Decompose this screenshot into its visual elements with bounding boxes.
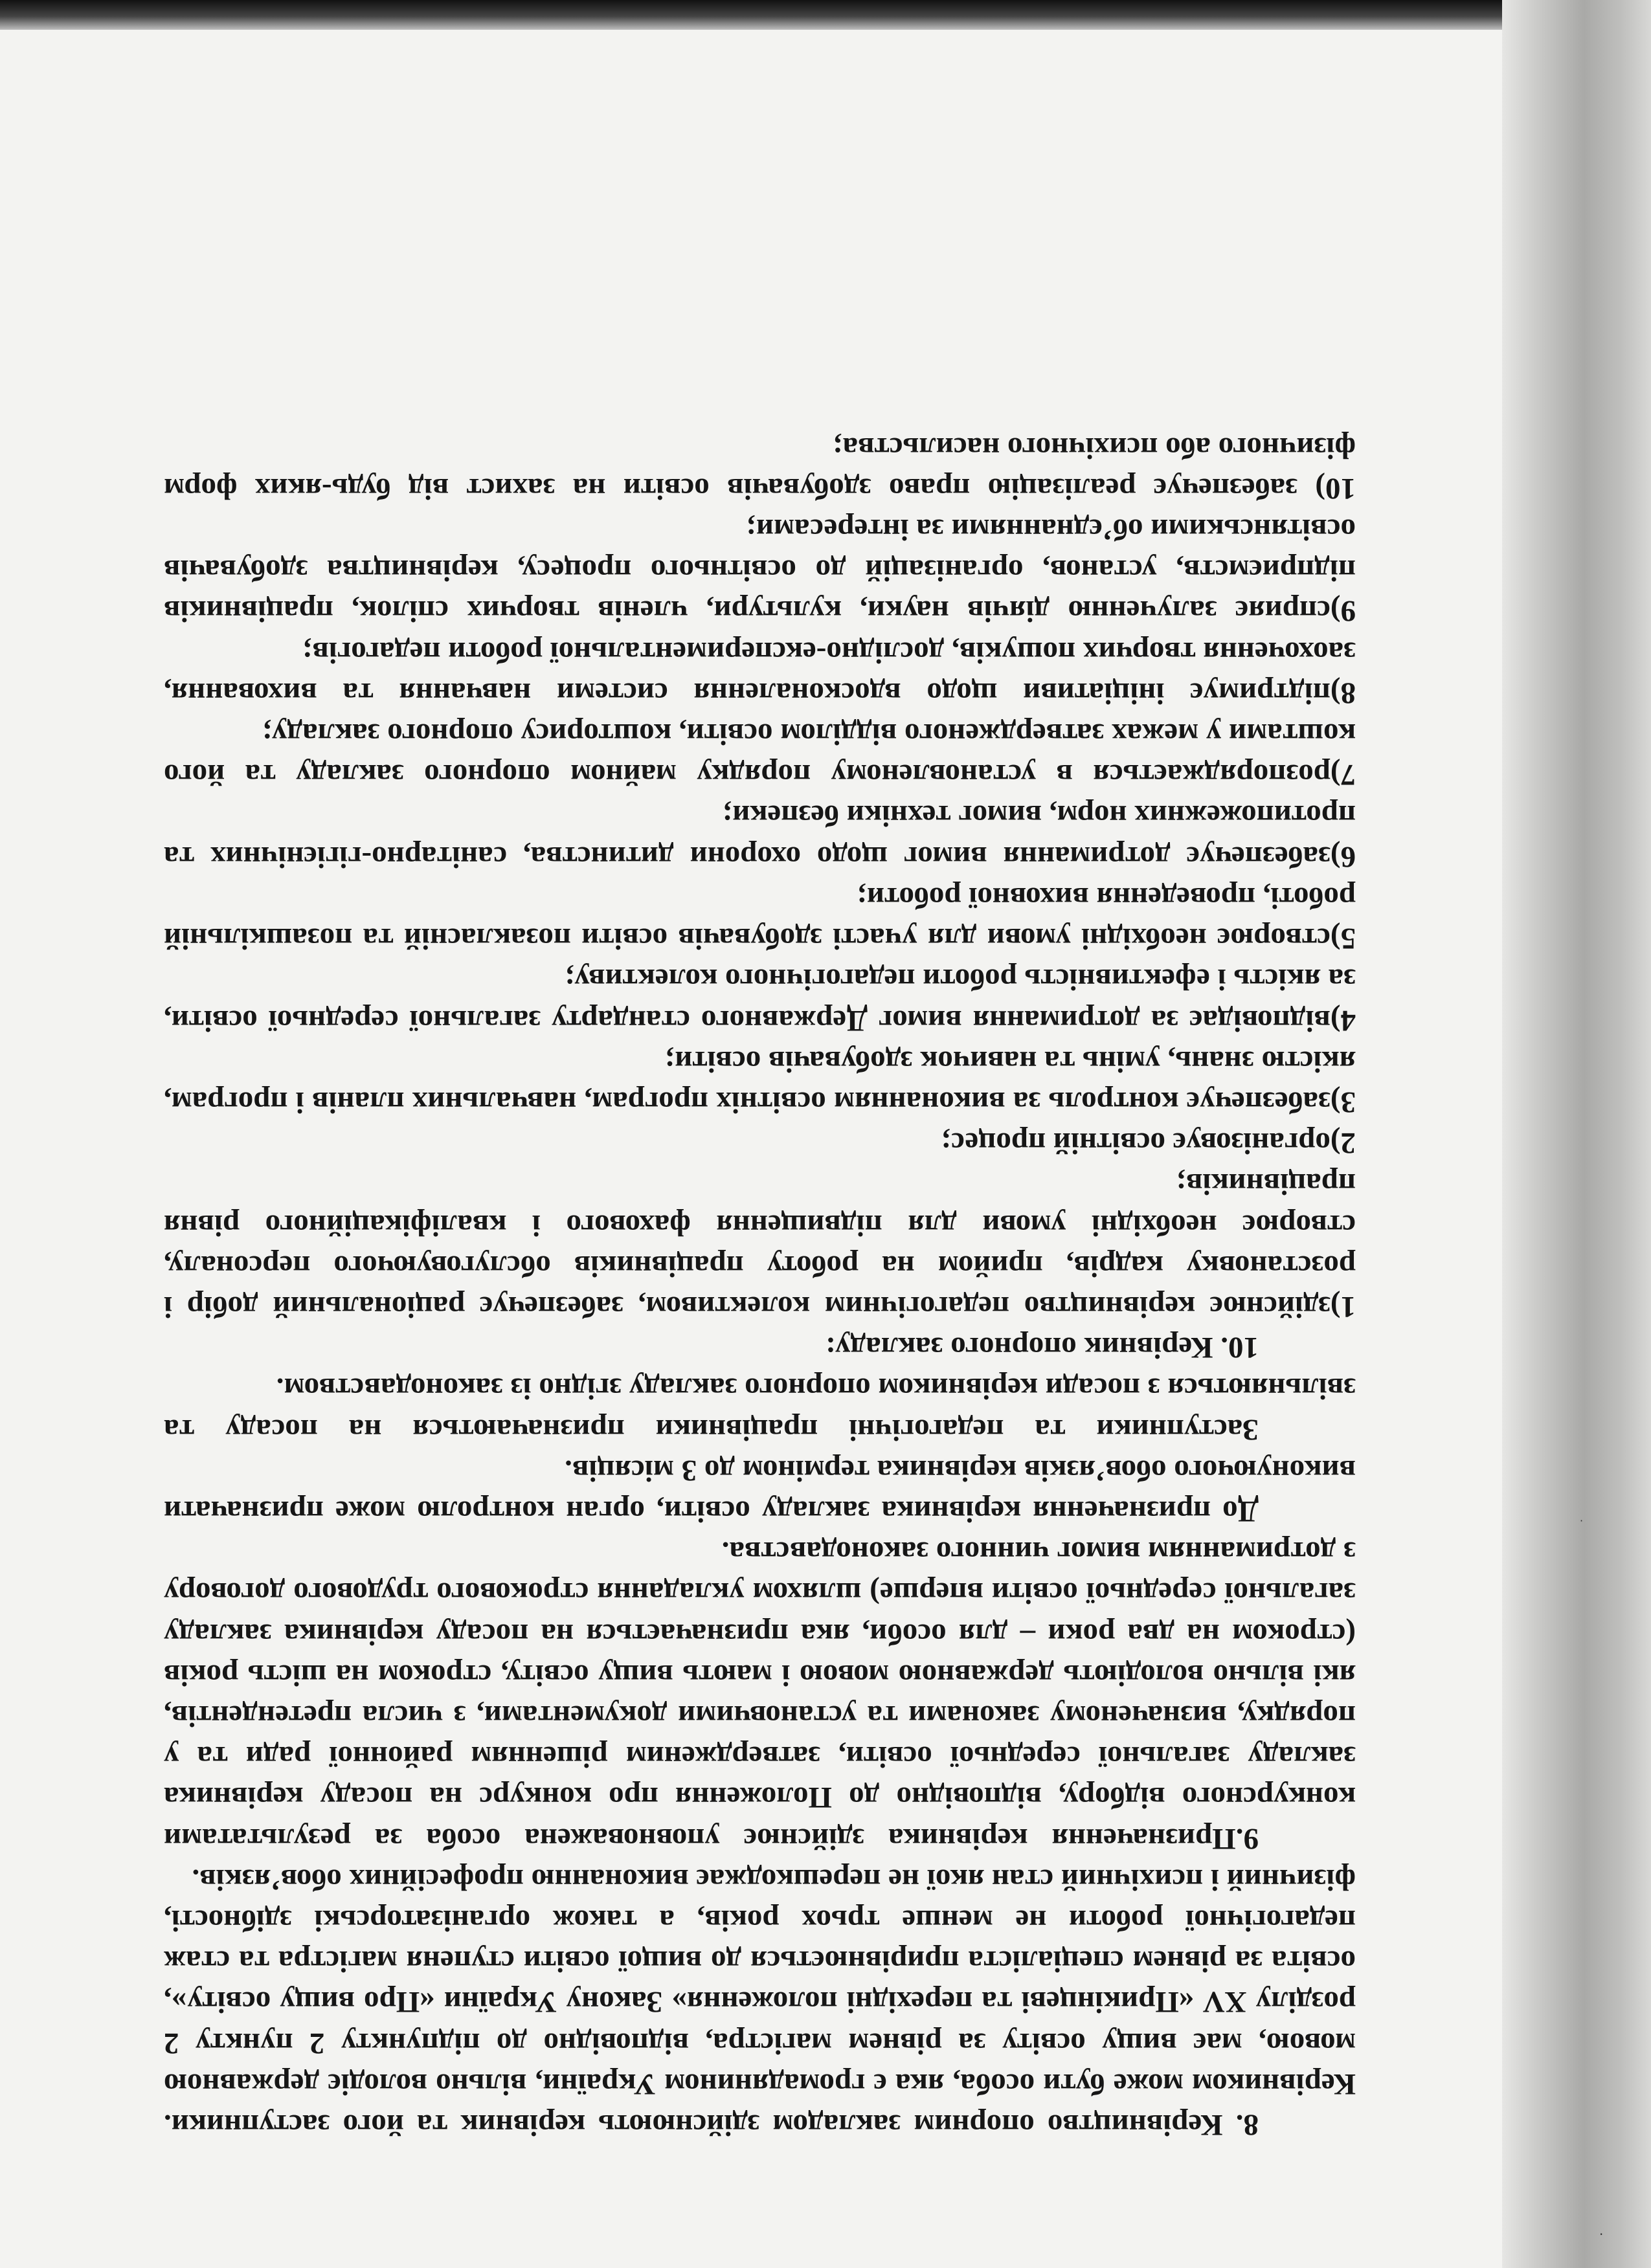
list-item-5: 5)створює необхідні умови для участі здобувачів освіти позакласній та позашкільній роботі, проведення виховної роботи; [164, 880, 1356, 956]
list-item-7: 7)розпоряджається в установленому порядку майном опорного закладу та його коштами у межах затвердженого відділом освіти, кошторису опорного закладу; [164, 717, 1356, 792]
list-item-1: 1)здійснює керівництво педагогічним колективом, забезпечує раціональний добір і розстановку кадрів, прийом на роботу працівників обслуговуючого персоналу, створює необхідні умови для підвищення фахового і кваліфікаційного рівня працівників; [164, 1167, 1356, 1324]
list-item-3: 3)забезпечує контроль за виконанням освітніх програм, навчальних планів і програм, якістю знань, умінь та навичок здобувачів освіти; [164, 1044, 1356, 1119]
scan-speck: · [1599, 2227, 1604, 2242]
paragraph-9-deputies: Заступники та педагогічні працівники призначаються на посаду та звільняються з посади керівником опорного закладу згідно із законодавством. [164, 1372, 1356, 1447]
paragraph-9-acting-head: До призначення керівника закладу освіти, орган контролю може призначати виконуючого обов’язків керівника терміном до 3 місяців. [164, 1453, 1356, 1528]
list-item-2: 2)організовує освітній процес; [941, 1126, 1356, 1161]
list-item-10: 10) забезпечує реалізацію право здобувачів освіти на захист від будь-яких форм фізичного або психічного насильства; [164, 430, 1356, 506]
list-item-9: 9)сприяє залученню діячів науки, культури, членів творчих спілок, працівників підприємств, установ, організацій до освітнього процесу, керівництва здобувачів освітянськими об’єднаннями за інтересами; [164, 513, 1356, 628]
document-body [164, 427, 1356, 2145]
paragraph-9: 9.Призначення керівника здійснює уповноважена особа за результатами конкурсного відбору, відповідно до Положення про конкурс на посаду керівника закладу загальної середньої освіти, затвердженим рішенням районної ради та у порядку, визначеному законами та установчими документами, з числа претендентів, які вільно володіють державною мовою і мають вищу освіту, строком на шість років (строком на два роки – для особи, яка призначається на посаду керівника закладу загальної середньої освіти вперше) шляхом укладання строкового трудового договору з дотриманням вимог чинного законодавства. [164, 1535, 1356, 1856]
scan-speck: · [1580, 1515, 1584, 1527]
list-item-8: 8)підтримує ініціативи щодо вдосконалення системи навчання та виховання, заохочення творчих пошуків, дослідно-експериментальної роботи педагогів; [164, 635, 1356, 710]
paragraph-10-heading: 10. Керівник опорного закладу: [825, 1331, 1259, 1365]
list-item-6: 6)забезпечує дотримання вимог щодо охорони дитинства, санітарно-гігієнічних та протипожежних норм, вимог техніки безпеки; [164, 799, 1356, 874]
list-item-4: 4)відповідає за дотримання вимог Державного стандарту загальної середньої освіти, за якість і ефективність роботи педагогічного колективу; [164, 962, 1356, 1038]
paragraph-8: 8. Керівництво опорним закладом здійснюють керівник та його заступники. Керівником може бути особа, яка є громадянином України, вільно володіє державною мовою, має вищу освіту за рівнем магістра, відповідно до підпункту 2 пункту 2 розділу XV «Прикінцеві та перехідні положення» Закону України «Про вищу освіту», освіта за рівнем спеціаліста прирівнюється до вищої освіти ступеня магістра та стаж педагогічної роботи не менше трьох років, а також організаторські здібності, фізичний і психічний стан якої не перешкоджає виконанню професійних обов’язків. [164, 1862, 1356, 2142]
